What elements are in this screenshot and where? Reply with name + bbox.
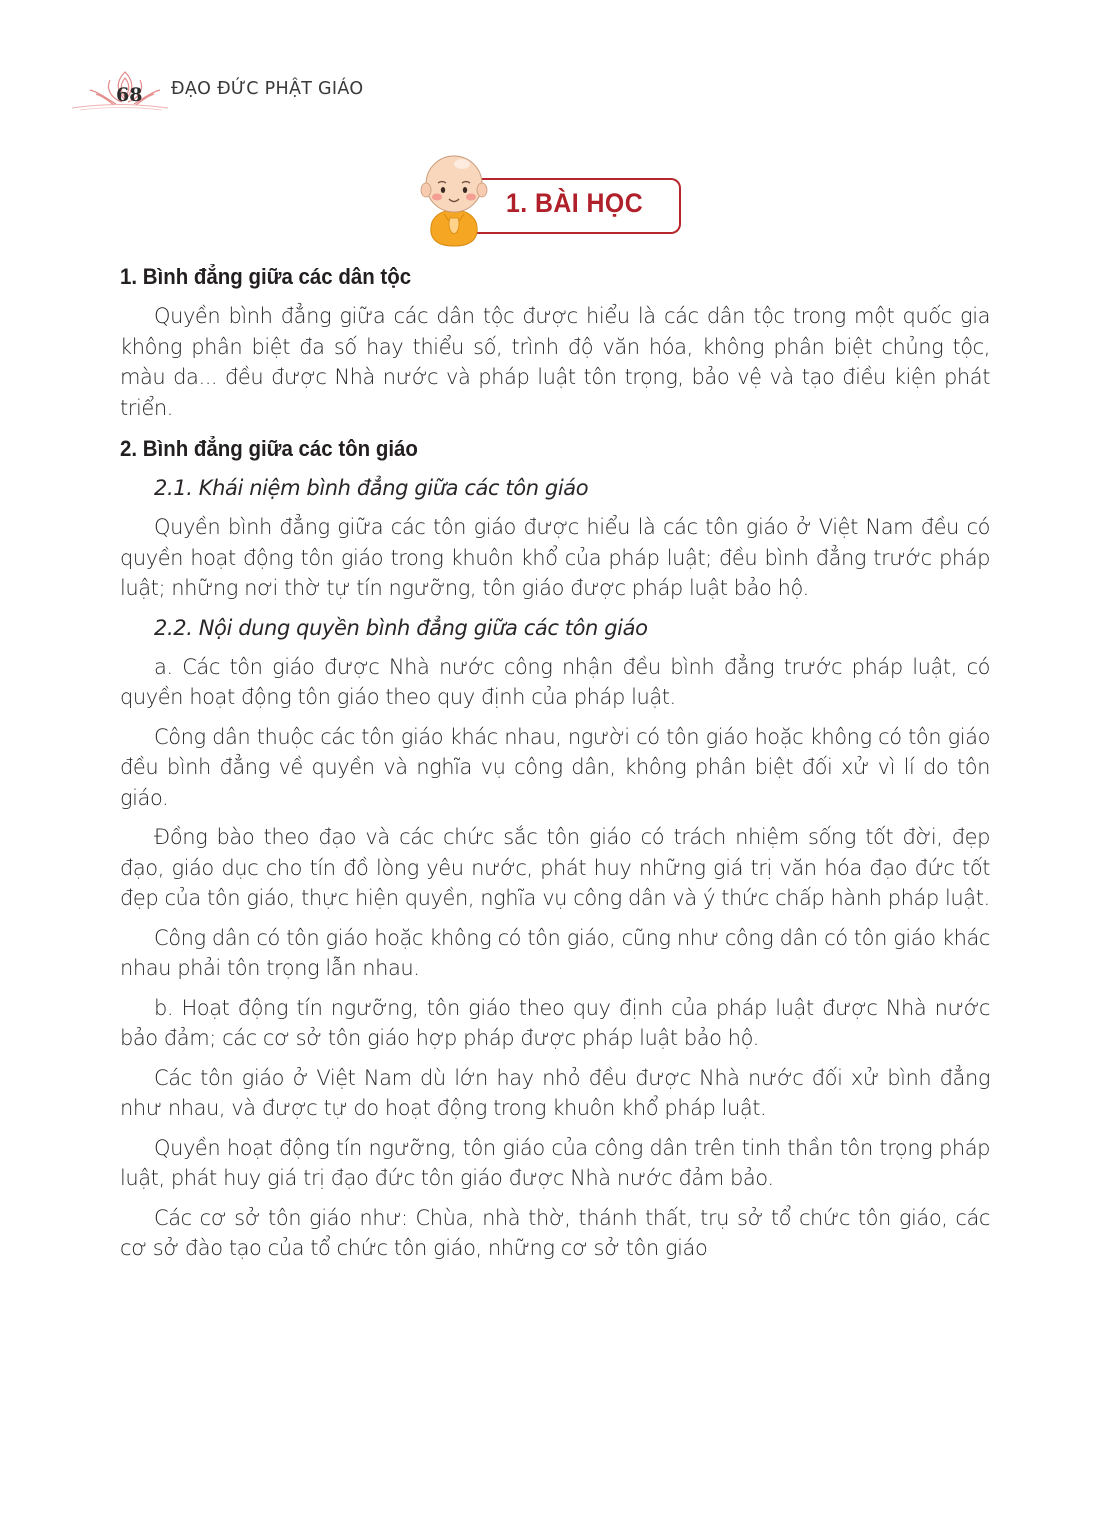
running-title: ĐẠO ĐỨC PHẬT GIÁO [171, 79, 364, 99]
running-header [70, 70, 470, 114]
paragraph: Công dân thuộc các tôn giáo khác nhau, người có tôn giáo hoặc không có tôn giáo đều bình đẳng về quyền và nghĩa vụ công dân, không phân biệt đối xử vì lí do tôn giáo. [120, 724, 990, 810]
little-monk-icon [418, 150, 490, 248]
section-heading: 2. Bình đẳng giữa các tôn giáo [120, 436, 418, 461]
paragraph: Quyền bình đẳng giữa các tôn giáo được hiểu là các tôn giáo ở Việt Nam đều có quyền hoạt động tôn giáo trong khuôn khổ của pháp luật; đều bình đẳng trước pháp luật; những nơi thờ tự tín ngưỡng, tôn giáo được pháp luật bảo hộ. [120, 515, 990, 600]
paragraph: a. Các tôn giáo được Nhà nước công nhận đều bình đẳng trước pháp luật, có quyền hoạt động tôn giáo theo quy định của pháp luật. [120, 654, 990, 709]
paragraph: Các tôn giáo ở Việt Nam dù lớn hay nhỏ đều được Nhà nước đối xử bình đẳng như nhau, và được tự do hoạt động trong khuôn khổ pháp luật. [120, 1065, 990, 1120]
paragraph: Quyền bình đẳng giữa các dân tộc được hiểu là các dân tộc trong một quốc gia không phân biệt đa số hay thiểu số, trình độ văn hóa, không phân biệt chủng tộc, màu da... đều được Nhà nước và pháp luật tôn trọng, bảo vệ và tạo điều kiện phát triển. [120, 304, 990, 420]
subsection-title: 2.1. Khái niệm bình đẳng giữa các tôn giáo [154, 476, 589, 500]
banner-title: 1. BÀI HỌC [506, 188, 644, 218]
paragraph: Các cơ sở tôn giáo như: Chùa, nhà thờ, thánh thất, trụ sở tổ chức tôn giáo, các cơ sở đào tạo của tổ chức tôn giáo, những cơ sở tôn giáo [120, 1205, 990, 1260]
paragraph: Công dân có tôn giáo hoặc không có tôn giáo, cũng như công dân có tôn giáo khác nhau phải tôn trọng lẫn nhau. [120, 925, 990, 980]
subsection-title: 2.2. Nội dung quyền bình đẳng giữa các tôn giáo [154, 615, 648, 640]
page-number: 68 [116, 84, 143, 106]
paragraph: b. Hoạt động tín ngưỡng, tôn giáo theo quy định của pháp luật được Nhà nước bảo đảm; các cơ sở tôn giáo hợp pháp được pháp luật bảo hộ. [120, 995, 990, 1050]
section-heading: 1. Bình đẳng giữa các dân tộc [120, 264, 412, 289]
paragraph: Đồng bào theo đạo và các chức sắc tôn giáo có trách nhiệm sống tốt đời, đẹp đạo, giáo dục cho tín đồ lòng yêu nước, phát huy những giá trị văn hóa đạo đức tốt đẹp của tôn giáo, thực hiện quyền, nghĩa vụ công dân và ý thức chấp hành pháp luật. [120, 825, 990, 910]
lesson-banner [418, 150, 688, 248]
lesson-content [120, 262, 990, 1264]
paragraph: Quyền hoạt động tín ngưỡng, tôn giáo của công dân trên tinh thần tôn trọng pháp luật, phát huy giá trị đạo đức tôn giáo được Nhà nước đảm bảo. [120, 1135, 990, 1190]
